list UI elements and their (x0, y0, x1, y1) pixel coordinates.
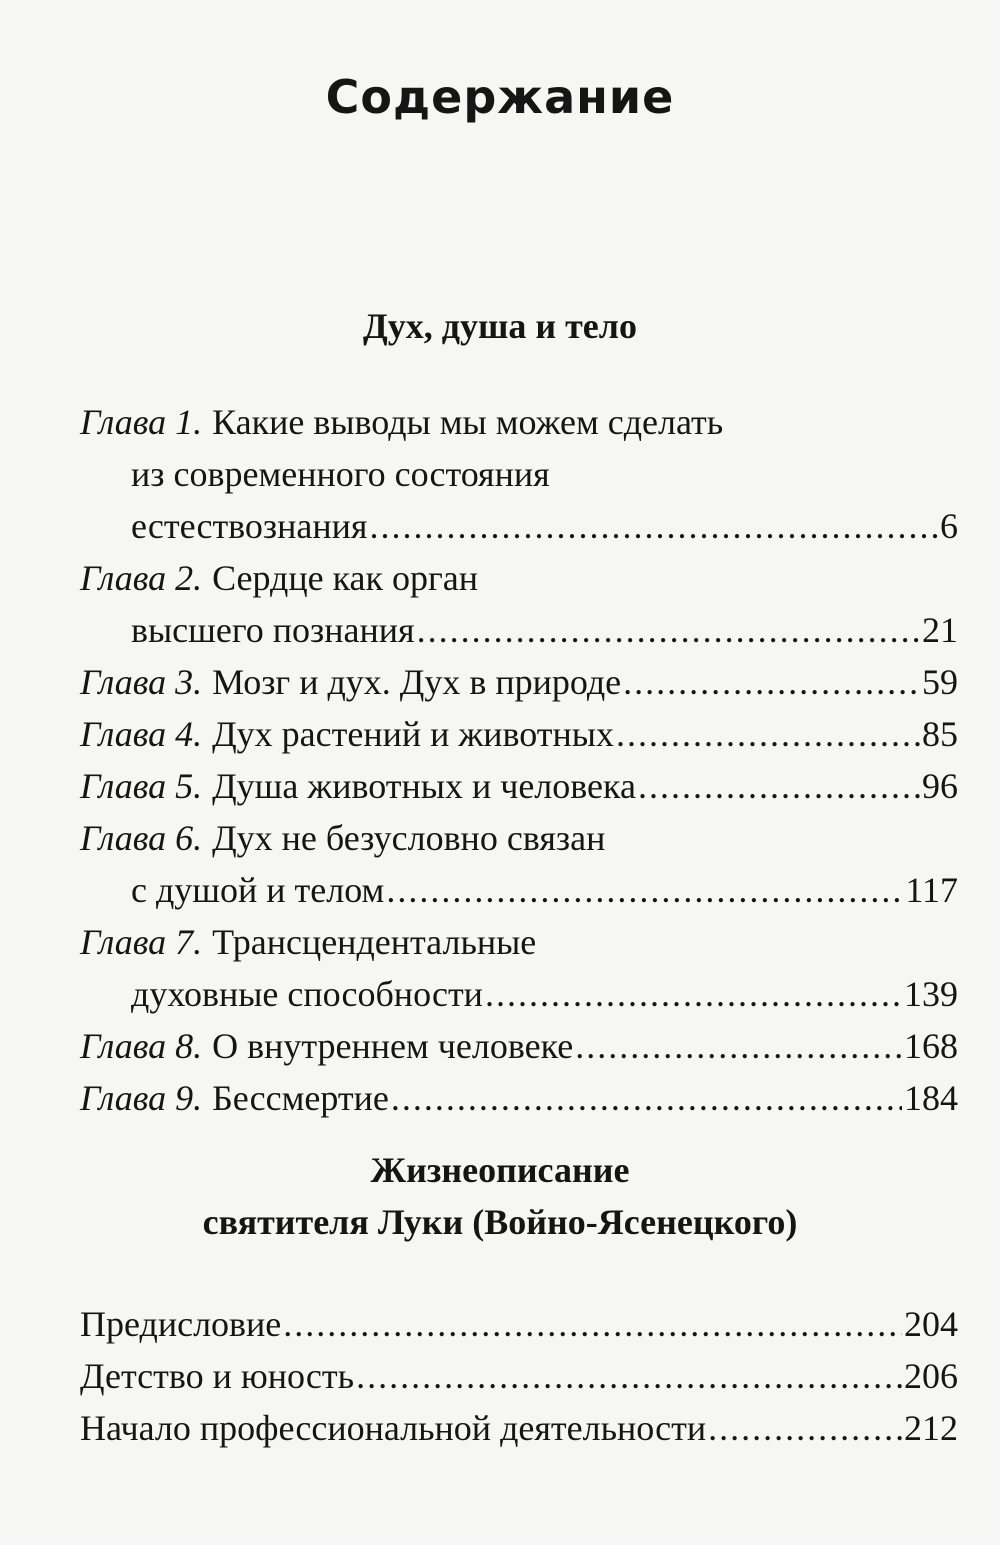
section-title-line: святителя Луки (Войно-Ясенецкого) (202, 1202, 798, 1242)
dot-leader (369, 500, 938, 552)
chapter-title-line: Душа животных и человека (212, 766, 636, 806)
page-number: 139 (904, 974, 958, 1014)
dot-leader (417, 604, 920, 656)
toc-entry-childhood[interactable] (80, 1350, 958, 1402)
toc-entry-preface[interactable] (80, 1298, 958, 1350)
page-number: 204 (904, 1304, 958, 1344)
page-number: 85 (922, 714, 958, 754)
dot-leader (638, 760, 920, 812)
page-number: 59 (922, 662, 958, 702)
chapter-label: Глава 8. (80, 1026, 203, 1066)
toc-list-section-1 (80, 396, 958, 1124)
chapter-label: Глава 7. (80, 922, 203, 962)
dot-leader (283, 1298, 902, 1350)
chapter-title-line: Дух не безусловно связан (212, 818, 606, 858)
chapter-title-line: Сердце как орган (212, 558, 479, 598)
dot-leader (485, 968, 902, 1020)
section-title-biography (0, 1144, 1000, 1248)
page-title: Содержание (325, 70, 675, 124)
chapter-title-line: Дух растений и животных (212, 714, 614, 754)
chapter-title-line: Какие выводы мы можем сделать (212, 402, 724, 442)
chapter-label: Глава 2. (80, 558, 203, 598)
section-title-spirit-soul-body: Дух, душа и тело (363, 306, 637, 346)
dot-leader (623, 656, 920, 708)
toc-entry-chapter-1[interactable] (80, 396, 958, 552)
chapter-title-line: высшего познания (131, 610, 415, 650)
toc-entry-chapter-8[interactable] (80, 1020, 958, 1072)
chapter-title-line: из современного состояния (131, 454, 550, 494)
chapter-label: Глава 3. (80, 662, 203, 702)
page-number: 184 (904, 1078, 958, 1118)
page-number: 21 (922, 610, 958, 650)
chapter-label: Глава 5. (80, 766, 203, 806)
entry-title: Предисловие (80, 1304, 282, 1344)
section-title-line: Жизнеописание (370, 1150, 630, 1190)
chapter-label: Глава 6. (80, 818, 203, 858)
toc-list-section-2 (80, 1298, 958, 1454)
entry-title: Начало профессиональной деятельности (80, 1408, 707, 1448)
chapter-label: Глава 9. (80, 1078, 203, 1118)
toc-entry-career-start[interactable] (80, 1402, 958, 1454)
dot-leader (391, 1072, 902, 1124)
toc-entry-chapter-3[interactable] (80, 656, 958, 708)
dot-leader (708, 1402, 902, 1454)
chapter-title-line: О внутреннем человеке (212, 1026, 574, 1066)
page-number: 6 (940, 506, 958, 546)
page-number: 206 (904, 1356, 958, 1396)
chapter-title-line: естествознания (131, 506, 368, 546)
page-number: 96 (922, 766, 958, 806)
dot-leader (386, 864, 903, 916)
dot-leader (356, 1350, 902, 1402)
chapter-label: Глава 4. (80, 714, 203, 754)
chapter-title-line: Трансцендентальные (212, 922, 537, 962)
toc-entry-chapter-9[interactable] (80, 1072, 958, 1124)
toc-entry-chapter-6[interactable] (80, 812, 958, 916)
dot-leader (616, 708, 920, 760)
toc-entry-chapter-5[interactable] (80, 760, 958, 812)
chapter-title-line: с душой и телом (131, 870, 385, 910)
toc-entry-chapter-7[interactable] (80, 916, 958, 1020)
page-number: 212 (904, 1408, 958, 1448)
chapter-title-line: Мозг и дух. Дух в природе (212, 662, 622, 702)
toc-entry-chapter-4[interactable] (80, 708, 958, 760)
chapter-title-line: Бессмертие (212, 1078, 389, 1118)
chapter-title-line: духовные способности (131, 974, 483, 1014)
entry-title: Детство и юность (80, 1356, 355, 1396)
dot-leader (575, 1020, 902, 1072)
page-number: 168 (904, 1026, 958, 1066)
toc-entry-chapter-2[interactable] (80, 552, 958, 656)
page-number: 117 (905, 870, 958, 910)
chapter-label: Глава 1. (80, 402, 203, 442)
